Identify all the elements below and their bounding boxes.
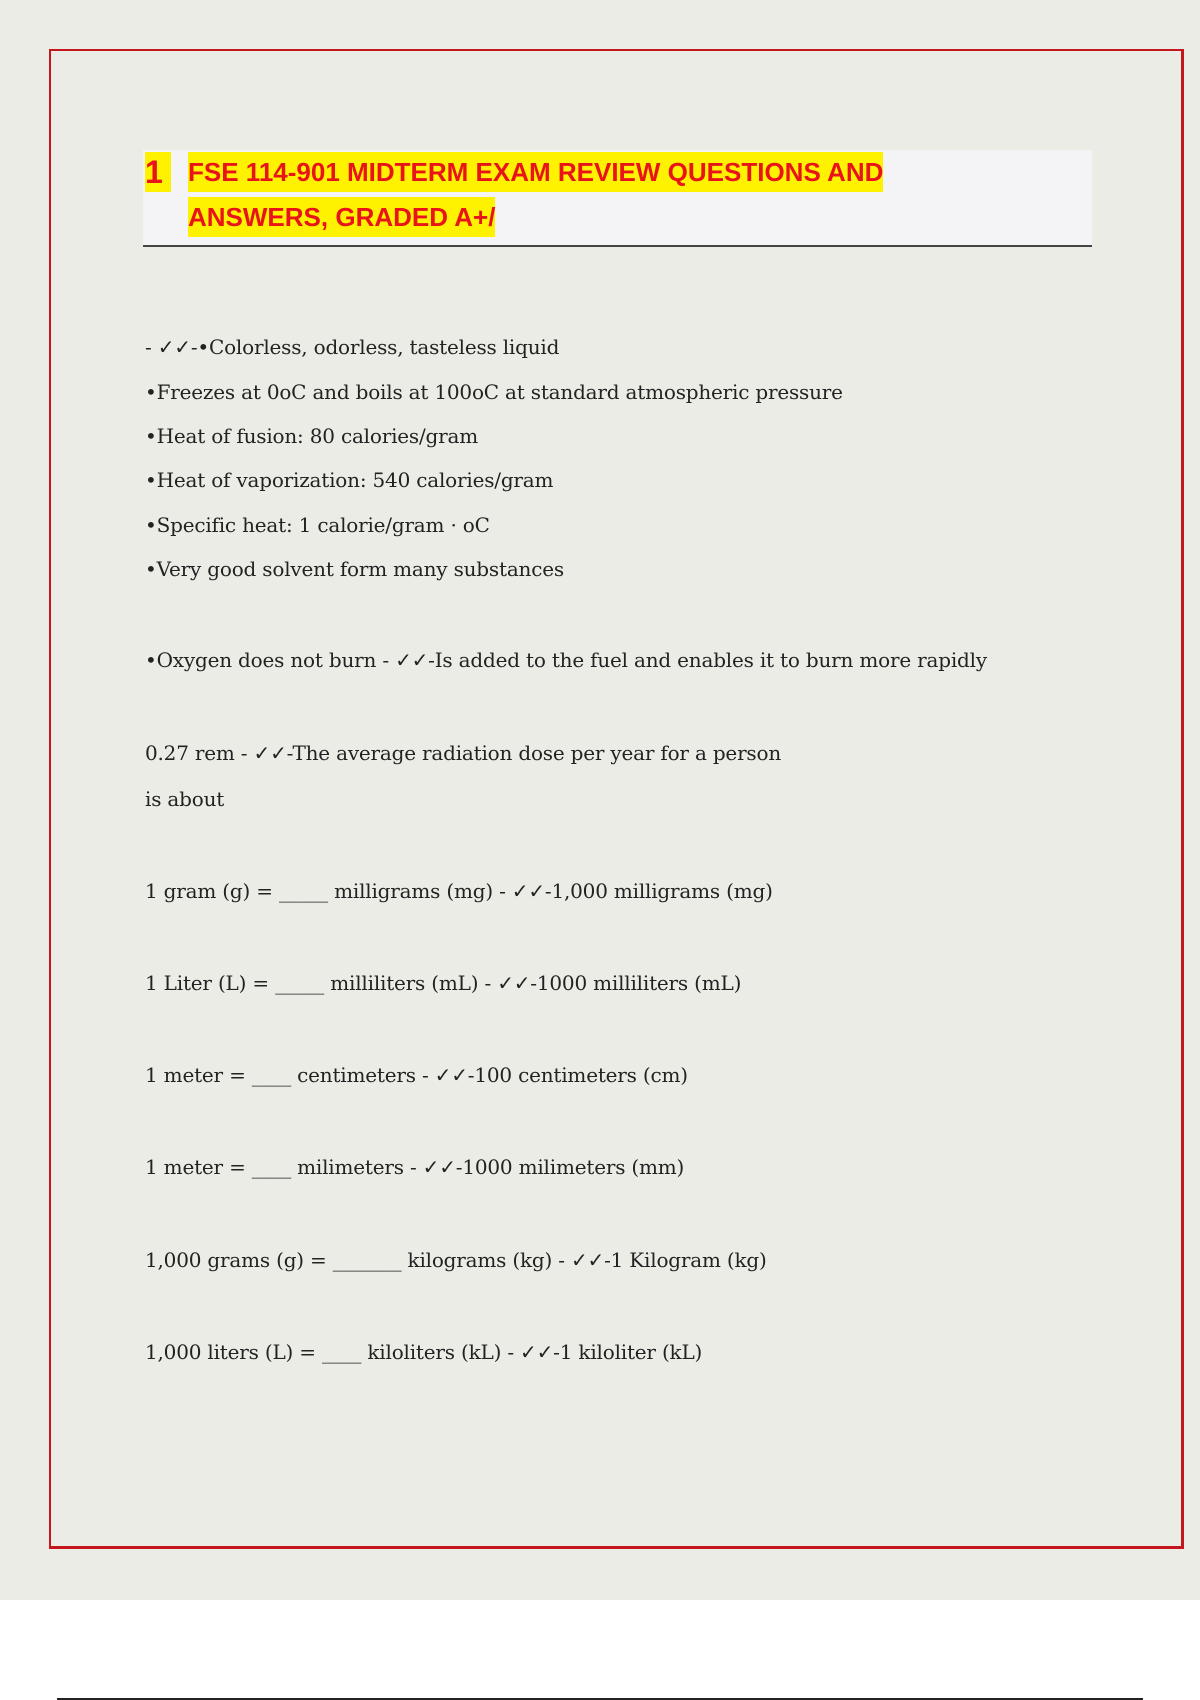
- text-line: •Very good solvent form many substances: [145, 557, 564, 581]
- text-line: 0.27 rem - ✓✓-The average radiation dose per year for a person: [145, 741, 782, 765]
- text-line: 1 meter = ____ centimeters - ✓✓-100 centimeters (cm): [145, 1063, 688, 1087]
- text-line: - ✓✓-•Colorless, odorless, tasteless liquid: [145, 335, 560, 359]
- heading-number: 1: [145, 152, 171, 192]
- text-line: •Freezes at 0oC and boils at 100oC at standard atmospheric pressure: [145, 380, 843, 404]
- text-line: 1 meter = ____ milimeters - ✓✓-1000 milimeters (mm): [145, 1155, 685, 1179]
- text-line: •Oxygen does not burn - ✓✓-Is added to the fuel and enables it to burn more rapidly: [145, 648, 987, 672]
- text-line: •Heat of vaporization: 540 calories/gram: [145, 468, 554, 492]
- text-line: 1,000 grams (g) = _______ kilograms (kg) - ✓✓-1 Kilogram (kg): [145, 1248, 767, 1272]
- text-line: 1 gram (g) = _____ milligrams (mg) - ✓✓-1,000 milligrams (mg): [145, 879, 773, 903]
- text-line: 1,000 liters (L) = ____ kiloliters (kL) - ✓✓-1 kiloliter (kL): [145, 1340, 703, 1364]
- heading-line-1: FSE 114-901 MIDTERM EXAM REVIEW QUESTIONS AND: [188, 152, 883, 192]
- text-line: is about: [145, 787, 225, 811]
- text-line: 1 Liter (L) = _____ milliliters (mL) - ✓✓-1000 milliliters (mL): [145, 971, 742, 995]
- heading-line-2: ANSWERS, GRADED A+/: [188, 197, 495, 237]
- text-line: •Specific heat: 1 calorie/gram · oC: [145, 513, 490, 537]
- text-line: •Heat of fusion: 80 calories/gram: [145, 424, 478, 448]
